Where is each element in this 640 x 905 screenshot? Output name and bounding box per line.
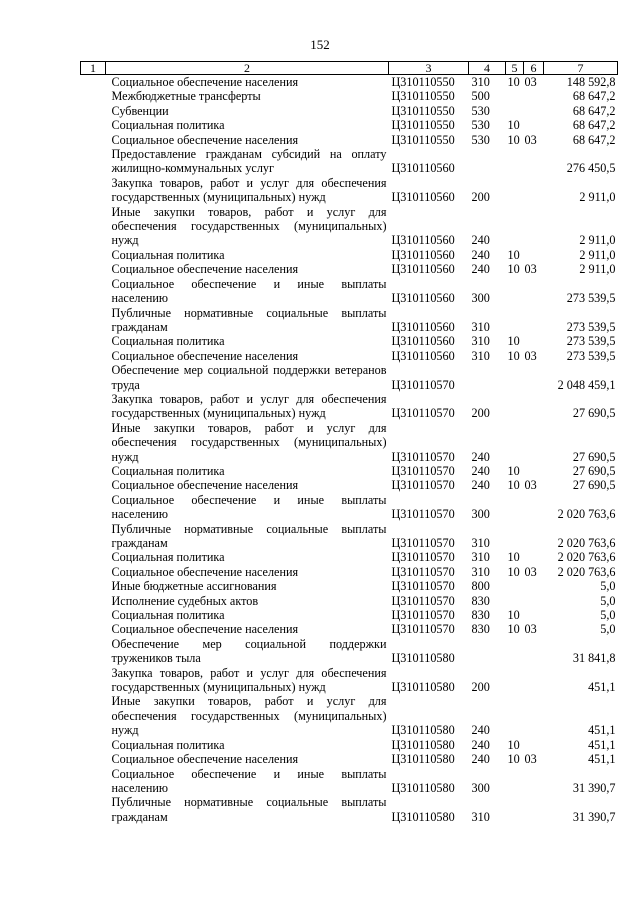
cell-sub — [506, 176, 524, 205]
cell-code: Ц310110560 — [391, 233, 455, 248]
cell-name: Социальное обеспечение населения — [111, 622, 299, 637]
cell-code: Ц310110560 — [391, 262, 455, 277]
cell-sub — [506, 767, 524, 796]
cell-vr: 240 — [471, 752, 490, 767]
row-number-cell — [81, 738, 106, 752]
cell-vr: 310 — [471, 75, 490, 89]
row-number-cell — [81, 795, 106, 824]
cell-vr: 500 — [471, 89, 490, 104]
cell-sub — [506, 594, 524, 608]
header-row — [81, 62, 618, 75]
cell-vr: 240 — [471, 737, 490, 752]
cell-vr: 240 — [471, 449, 490, 464]
budget-table — [80, 61, 618, 824]
cell-name: Иные закупки товаров, работ и услуг для обеспечения государственных (муниципальных) нужд — [111, 204, 387, 248]
row-number-cell — [81, 104, 106, 118]
cell-amount: 27 690,5 — [572, 478, 616, 493]
cell-sub: 10 — [507, 334, 520, 349]
cell-vr: 530 — [471, 103, 490, 118]
table-row — [81, 637, 618, 666]
cell-amount: 5,0 — [600, 579, 616, 594]
row-number-cell — [81, 666, 106, 695]
cell-ts — [524, 176, 544, 205]
table-row — [81, 349, 618, 363]
cell-code: Ц310110580 — [391, 723, 455, 738]
cell-sub — [506, 147, 524, 176]
row-number-cell — [81, 421, 106, 464]
table-row — [81, 478, 618, 492]
cell-sub — [506, 306, 524, 335]
cell-code: Ц310110580 — [391, 651, 455, 666]
cell-name: Закупка товаров, работ и услуг для обеспечения государственных (муниципальных) нужд — [111, 175, 387, 205]
cell-vr: 240 — [471, 233, 490, 248]
table-row — [81, 752, 618, 766]
cell-amount: 68 647,2 — [572, 132, 616, 147]
table-row — [81, 306, 618, 335]
cell-vr: 240 — [471, 247, 490, 262]
cell-vr: 200 — [471, 406, 490, 421]
table-row — [81, 363, 618, 392]
table-row — [81, 622, 618, 636]
cell-ts — [524, 363, 544, 392]
cell-amount: 451,1 — [588, 737, 616, 752]
cell-code: Ц310110560 — [391, 161, 455, 176]
cell-ts: 03 — [524, 564, 537, 579]
cell-code: Ц310110560 — [391, 190, 455, 205]
cell-name: Социальное обеспечение населения — [111, 132, 299, 147]
column-header-3: 3 — [389, 62, 469, 75]
cell-name: Социальная политика — [111, 334, 225, 349]
cell-ts — [524, 334, 544, 348]
cell-amount: 2 911,0 — [579, 190, 616, 205]
table-row — [81, 594, 618, 608]
cell-vr: 310 — [471, 809, 490, 824]
table-row — [81, 464, 618, 478]
cell-sub: 10 — [507, 737, 520, 752]
cell-sub: 10 — [507, 132, 520, 147]
cell-ts — [524, 306, 544, 335]
cell-name: Социальная политика — [111, 463, 225, 478]
row-number-cell — [81, 363, 106, 392]
cell-ts — [524, 767, 544, 796]
row-number-cell — [81, 147, 106, 176]
cell-name: Социальная политика — [111, 737, 225, 752]
row-number-cell — [81, 579, 106, 593]
cell-ts — [524, 205, 544, 248]
cell-vr — [469, 363, 506, 392]
cell-code: Ц310110570 — [391, 550, 455, 565]
cell-sub — [506, 522, 524, 551]
cell-sub: 10 — [507, 247, 520, 262]
cell-sub — [506, 694, 524, 737]
cell-code: Ц310110560 — [391, 291, 455, 306]
cell-name: Межбюджетные трансферты — [111, 89, 261, 104]
cell-code: Ц310110570 — [391, 478, 455, 493]
cell-amount: 2 020 763,6 — [557, 564, 616, 579]
page-number: 152 — [310, 37, 330, 52]
row-number-cell — [81, 752, 106, 766]
table-row — [81, 767, 618, 796]
cell-sub: 10 — [507, 752, 520, 767]
table-row — [81, 334, 618, 348]
table-row — [81, 421, 618, 464]
row-number-cell — [81, 205, 106, 248]
cell-vr: 830 — [471, 622, 490, 637]
row-number-cell — [81, 608, 106, 622]
cell-amount: 273 539,5 — [566, 348, 616, 363]
cell-code: Ц310110570 — [391, 608, 455, 623]
cell-vr: 300 — [471, 291, 490, 306]
table-row — [81, 248, 618, 262]
cell-sub: 10 — [507, 348, 520, 363]
cell-amount: 2 911,0 — [579, 233, 616, 248]
cell-name: Социальное обеспечение и иные выплаты населению — [111, 766, 387, 795]
cell-sub: 10 — [507, 478, 520, 493]
cell-code: Ц310110570 — [391, 536, 455, 550]
cell-ts — [524, 277, 544, 306]
cell-code: Ц310110560 — [391, 348, 455, 363]
cell-name: Исполнение судебных актов — [111, 593, 259, 608]
cell-vr: 310 — [471, 334, 490, 349]
cell-vr: 300 — [471, 780, 490, 795]
table-row — [81, 277, 618, 306]
cell-code: Ц310110580 — [391, 680, 455, 695]
row-number-cell — [81, 767, 106, 796]
table-row — [81, 666, 618, 695]
cell-vr: 310 — [471, 550, 490, 565]
column-header-6: 6 — [524, 62, 544, 75]
cell-sub — [506, 89, 524, 103]
cell-name: Обеспечение мер социальной поддержки ветеранов труда — [111, 363, 387, 392]
table-row — [81, 176, 618, 205]
cell-vr: 240 — [471, 262, 490, 277]
cell-name: Публичные нормативные социальные выплаты гражданам — [111, 521, 387, 550]
cell-vr: 240 — [471, 478, 490, 493]
cell-amount: 2 020 763,6 — [557, 507, 616, 522]
cell-amount: 27 690,5 — [572, 449, 616, 464]
table-row — [81, 147, 618, 176]
column-header-1: 1 — [81, 62, 106, 75]
cell-sub: 10 — [507, 463, 520, 478]
cell-amount: 27 690,5 — [572, 463, 616, 478]
cell-sub — [506, 579, 524, 593]
cell-amount: 273 539,5 — [566, 319, 616, 334]
cell-name: Социальная политика — [111, 118, 225, 133]
column-header-2: 2 — [106, 62, 389, 75]
cell-ts: 03 — [524, 75, 537, 89]
row-number-cell — [81, 478, 106, 492]
row-number-cell — [81, 306, 106, 335]
cell-ts: 03 — [524, 132, 537, 147]
cell-amount: 31 390,7 — [572, 780, 616, 795]
cell-code: Ц310110570 — [391, 593, 455, 608]
cell-sub — [506, 421, 524, 464]
cell-name: Социальное обеспечение населения — [111, 348, 299, 363]
cell-code: Ц310110570 — [391, 406, 455, 421]
cell-name: Социальная политика — [111, 247, 225, 262]
cell-code: Ц310110570 — [391, 449, 455, 464]
cell-amount: 31 841,8 — [572, 651, 616, 666]
row-number-cell — [81, 493, 106, 522]
cell-sub — [506, 637, 524, 666]
cell-ts — [524, 637, 544, 666]
cell-code: Ц310110570 — [391, 579, 455, 594]
cell-ts — [524, 147, 544, 176]
cell-vr: 200 — [471, 680, 490, 695]
column-header-5: 5 — [506, 62, 524, 75]
cell-ts: 03 — [524, 348, 537, 363]
cell-ts — [524, 89, 544, 103]
column-header-7: 7 — [544, 62, 618, 75]
cell-ts — [524, 550, 544, 564]
cell-amount: 5,0 — [600, 608, 616, 623]
cell-code: Ц310110570 — [391, 377, 455, 392]
cell-sub — [506, 205, 524, 248]
cell-sub: 10 — [507, 564, 520, 579]
cell-sub — [506, 666, 524, 695]
table-body — [81, 75, 618, 825]
cell-ts — [524, 522, 544, 551]
cell-code: Ц310110570 — [391, 507, 455, 522]
table-header — [81, 62, 618, 75]
table-row — [81, 565, 618, 579]
cell-vr: 310 — [471, 564, 490, 579]
column-header-4: 4 — [469, 62, 506, 75]
cell-ts — [524, 104, 544, 118]
cell-code: Ц310110550 — [391, 89, 455, 104]
cell-name: Иные закупки товаров, работ и услуг для обеспечения государственных (муниципальных) нужд — [111, 694, 387, 738]
cell-name: Предоставление гражданам субсидий на оплату жилищно-коммунальных услуг — [111, 147, 387, 176]
row-number-cell — [81, 565, 106, 579]
cell-vr: 310 — [471, 536, 490, 550]
table-row — [81, 392, 618, 421]
cell-vr: 240 — [471, 463, 490, 478]
table-row — [81, 522, 618, 551]
table-row — [81, 133, 618, 147]
cell-vr: 240 — [471, 723, 490, 738]
table-row — [81, 738, 618, 752]
row-number-cell — [81, 334, 106, 348]
cell-amount: 451,1 — [588, 752, 616, 767]
table-row — [81, 104, 618, 118]
cell-ts — [524, 248, 544, 262]
cell-name: Социальное обеспечение населения — [111, 262, 299, 277]
cell-ts — [524, 464, 544, 478]
row-number-cell — [81, 118, 106, 132]
cell-amount: 148 592,8 — [566, 75, 616, 89]
row-number-cell — [81, 594, 106, 608]
cell-vr — [469, 637, 506, 666]
cell-amount: 5,0 — [600, 593, 616, 608]
table-row — [81, 75, 618, 90]
cell-code: Ц310110550 — [391, 103, 455, 118]
cell-amount: 2 048 459,1 — [557, 377, 616, 392]
cell-ts — [524, 795, 544, 824]
cell-name: Обеспечение мер социальной поддержки тружеников тыла — [111, 636, 387, 666]
cell-code: Ц310110570 — [391, 564, 455, 579]
table-row — [81, 493, 618, 522]
cell-sub: 10 — [507, 622, 520, 637]
cell-sub: 10 — [507, 75, 520, 89]
cell-vr: 530 — [471, 132, 490, 147]
cell-ts: 03 — [524, 752, 537, 767]
cell-code: Ц310110550 — [391, 118, 455, 133]
cell-code: Ц310110580 — [391, 752, 455, 767]
cell-name: Социальное обеспечение населения — [111, 75, 299, 89]
cell-amount: 68 647,2 — [572, 103, 616, 118]
table-row — [81, 795, 618, 824]
cell-amount: 2 020 763,6 — [557, 550, 616, 565]
cell-ts — [524, 608, 544, 622]
cell-amount: 31 390,7 — [572, 809, 616, 824]
cell-amount: 276 450,5 — [566, 161, 616, 176]
row-number-cell — [81, 550, 106, 564]
table-row — [81, 205, 618, 248]
cell-name: Социальное обеспечение населения — [111, 478, 299, 493]
cell-sub — [506, 363, 524, 392]
cell-sub — [506, 493, 524, 522]
cell-amount: 451,1 — [588, 723, 616, 738]
cell-ts — [524, 493, 544, 522]
table-row — [81, 262, 618, 276]
cell-amount: 273 539,5 — [566, 291, 616, 306]
row-number-cell — [81, 248, 106, 262]
row-number-cell — [81, 694, 106, 737]
cell-code: Ц310110570 — [391, 463, 455, 478]
cell-sub — [506, 392, 524, 421]
cell-ts — [524, 392, 544, 421]
cell-ts — [524, 579, 544, 593]
cell-name: Социальное обеспечение населения — [111, 564, 299, 579]
row-number-cell — [81, 637, 106, 666]
cell-code: Ц310110580 — [391, 737, 455, 752]
cell-sub — [506, 104, 524, 118]
cell-code: Ц310110580 — [391, 809, 455, 824]
cell-name: Социальное обеспечение и иные выплаты населению — [111, 492, 387, 522]
cell-amount: 2 020 763,6 — [557, 536, 616, 550]
cell-ts — [524, 738, 544, 752]
cell-vr: 200 — [471, 190, 490, 205]
cell-code: Ц310110560 — [391, 319, 455, 334]
cell-amount: 5,0 — [600, 622, 616, 637]
cell-code: Ц310110560 — [391, 247, 455, 262]
cell-amount: 273 539,5 — [566, 334, 616, 349]
cell-ts — [524, 118, 544, 132]
row-number-cell — [81, 464, 106, 478]
table-row — [81, 694, 618, 737]
table-row — [81, 118, 618, 132]
row-number-cell — [81, 277, 106, 306]
cell-ts — [524, 694, 544, 737]
cell-sub: 10 — [507, 550, 520, 565]
cell-name: Закупка товаров, работ и услуг для обеспечения государственных (муниципальных) нужд — [111, 391, 387, 421]
cell-ts: 03 — [524, 262, 537, 277]
cell-ts — [524, 594, 544, 608]
cell-amount: 451,1 — [588, 680, 616, 695]
cell-name: Иные бюджетные ассигнования — [111, 579, 277, 594]
cell-sub — [506, 795, 524, 824]
cell-ts: 03 — [524, 478, 537, 493]
row-number-cell — [81, 349, 106, 363]
cell-name: Социальное обеспечение населения — [111, 752, 299, 767]
cell-ts — [524, 421, 544, 464]
cell-ts — [524, 666, 544, 695]
row-number-cell — [81, 176, 106, 205]
cell-name: Публичные нормативные социальные выплаты гражданам — [111, 305, 387, 334]
cell-code: Ц310110550 — [391, 75, 455, 89]
cell-vr: 830 — [471, 593, 490, 608]
cell-amount: 2 911,0 — [579, 262, 616, 277]
cell-sub: 10 — [507, 118, 520, 133]
cell-vr — [469, 147, 506, 176]
cell-amount: 27 690,5 — [572, 406, 616, 421]
cell-vr: 800 — [471, 579, 490, 594]
table-row — [81, 579, 618, 593]
table-row — [81, 89, 618, 103]
cell-vr: 300 — [471, 507, 490, 522]
table-row — [81, 550, 618, 564]
row-number-cell — [81, 522, 106, 551]
cell-amount: 68 647,2 — [572, 89, 616, 104]
row-number-cell — [81, 89, 106, 103]
row-number-cell — [81, 622, 106, 636]
cell-name: Публичные нормативные социальные выплаты гражданам — [111, 795, 387, 824]
cell-vr: 310 — [471, 348, 490, 363]
cell-ts: 03 — [524, 622, 537, 637]
cell-code: Ц310110570 — [391, 622, 455, 637]
cell-code: Ц310110560 — [391, 334, 455, 349]
cell-name: Закупка товаров, работ и услуг для обеспечения государственных (муниципальных) нужд — [111, 665, 387, 695]
cell-amount: 68 647,2 — [572, 118, 616, 133]
cell-sub: 10 — [507, 608, 520, 623]
row-number-cell — [81, 133, 106, 147]
cell-code: Ц310110550 — [391, 132, 455, 147]
table-row — [81, 608, 618, 622]
cell-vr: 530 — [471, 118, 490, 133]
cell-sub: 10 — [507, 262, 520, 277]
row-number-cell — [81, 262, 106, 276]
cell-sub — [506, 277, 524, 306]
cell-vr: 310 — [471, 319, 490, 334]
cell-name: Социальная политика — [111, 550, 225, 565]
cell-code: Ц310110580 — [391, 780, 455, 795]
cell-vr: 830 — [471, 608, 490, 623]
row-number-cell — [81, 75, 106, 90]
cell-name: Социальное обеспечение и иные выплаты населению — [111, 276, 387, 306]
cell-amount: 2 911,0 — [579, 247, 616, 262]
row-number-cell — [81, 392, 106, 421]
cell-name: Социальная политика — [111, 608, 225, 623]
cell-name: Иные закупки товаров, работ и услуг для обеспечения государственных (муниципальных) нужд — [111, 420, 387, 464]
cell-name: Субвенции — [111, 103, 169, 118]
